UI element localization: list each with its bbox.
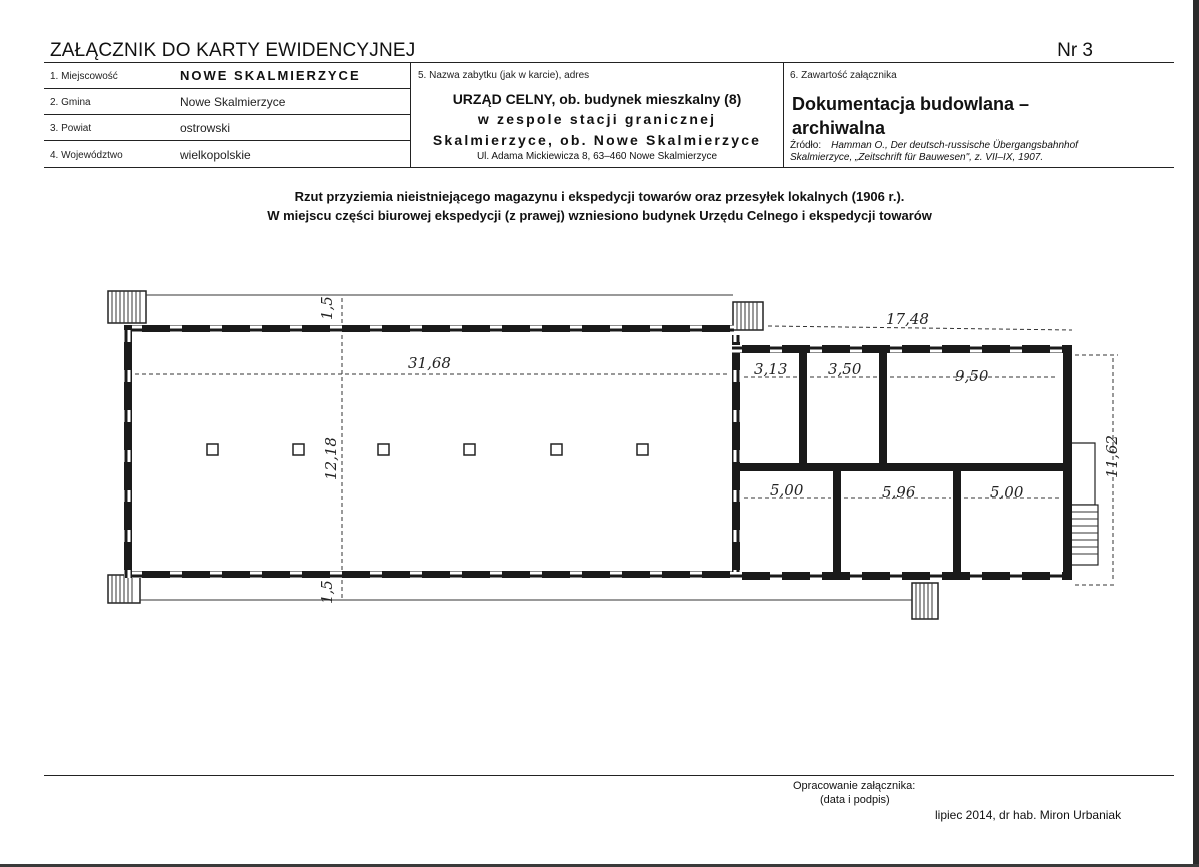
content-title-line1: Dokumentacja budowlana – <box>792 94 1030 114</box>
ramp-bottom-right <box>912 583 938 619</box>
monument-label: 5. Nazwa zabytku (jak w karcie), adres <box>418 70 590 81</box>
dim-office-length: 17,48 <box>886 310 929 328</box>
dim-warehouse-width: 12,18 <box>322 437 340 480</box>
ramp-top-right <box>733 302 763 330</box>
monument-context: w zespole stacji granicznej <box>477 111 717 127</box>
dim-room-4: 5,00 <box>770 481 804 499</box>
dim-warehouse-length: 31,68 <box>408 354 451 372</box>
caption-line2: W miejscu części biurowej ekspedycji (z prawej) wzniesiono budynek Urzędu Celnego i ekspedycji towarów <box>267 208 932 223</box>
content-title-line2: archiwalna <box>792 118 886 138</box>
source-label: Źródło: <box>790 140 822 151</box>
dim-office-width: 11,62 <box>1103 435 1121 478</box>
dim-room-6: 5,00 <box>990 483 1024 501</box>
monument-name: URZĄD CELNY, ob. budynek mieszkalny (8) <box>452 91 742 107</box>
footer-prepared-label: Opracowanie załącznika: <box>793 780 916 792</box>
caption-line1: Rzut przyziemia nieistniejącego magazynu i ekspedycji towarów oraz przesyłek lokalnych (1906 r.). <box>294 189 905 204</box>
dim-room-5: 5,96 <box>882 483 916 501</box>
monument-place: Skalmierzyce, ob. Nowe Skalmierzyce <box>432 132 762 148</box>
field-label-voivodeship: 4. Województwo <box>50 150 123 161</box>
field-label-locality: 1. Miejscowość <box>50 71 118 82</box>
source-line1: Hamman O., Der deutsch-russische Übergangsbahnhof <box>831 140 1078 151</box>
entrance-steps <box>1068 443 1098 565</box>
footer-line <box>44 775 1174 776</box>
ramp-top-left <box>108 291 146 323</box>
field-value-commune: Nowe Skalmierzyce <box>180 95 286 109</box>
warehouse-pillars <box>207 444 648 455</box>
footer-date-sign-label: (data i podpis) <box>820 794 890 806</box>
dim-room-1: 3,13 <box>754 360 788 378</box>
dim-room-2: 3,50 <box>828 360 862 378</box>
page-number: Nr 3 <box>1057 40 1093 61</box>
field-value-county: ostrowski <box>180 121 231 135</box>
source-line2: Skalmierzyce, „Zeitschrift für Bauwesen", z. VII–IX, 1907. <box>790 152 1044 163</box>
dim-room-3: 9,50 <box>955 367 989 385</box>
page-title: ZAŁĄCZNIK DO KARTY EWIDENCYJNEJ <box>50 40 416 61</box>
field-value-locality: NOWE SKALMIERZYCE <box>180 68 361 83</box>
ramp-bottom-left <box>108 575 140 603</box>
dim-bottom-offset: 1,5 <box>318 580 336 604</box>
field-label-county: 3. Powiat <box>50 123 92 134</box>
footer-author: lipiec 2014, dr hab. Miron Urbaniak <box>935 808 1122 822</box>
content-label: 6. Zawartość załącznika <box>790 70 897 81</box>
field-label-commune: 2. Gmina <box>50 97 91 108</box>
monument-address: Ul. Adama Mickiewicza 8, 63–460 Nowe Skalmierzyce <box>476 151 718 162</box>
dim-top-offset: 1,5 <box>318 296 336 320</box>
field-value-voivodeship: wielkopolskie <box>180 148 251 162</box>
